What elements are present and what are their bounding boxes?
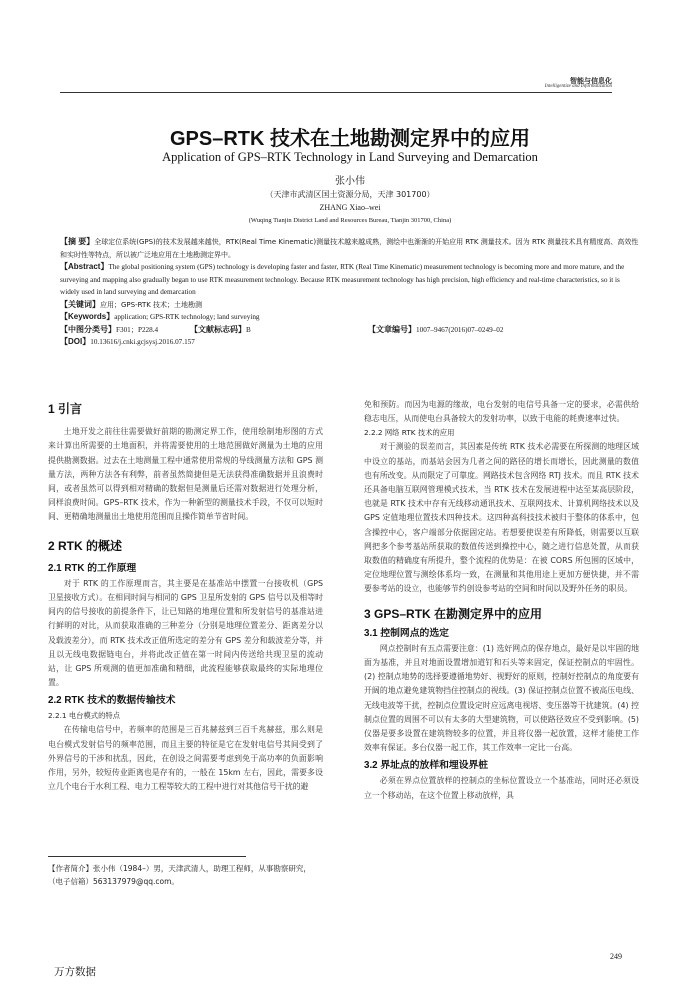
abstract-block	[60, 236, 640, 349]
abstract-cn	[60, 236, 640, 261]
keywords-en-label: 【Keywords】	[60, 312, 115, 321]
abstract-cn-label: 【摘 要】	[60, 237, 95, 246]
article-no-label: 【文章编号】	[368, 324, 416, 334]
subsection-heading: 3.1 控制网点的选定	[364, 627, 449, 639]
doc-code-value: B	[246, 325, 251, 334]
doi-value: 10.13616/j.cnki.gcjsysj.2016.07.157	[90, 338, 195, 346]
journal-section-title: 智能与信息化	[570, 78, 612, 85]
paragraph: 在传输电信号中，若频率的范围是三百兆赫兹到三百千兆赫兹，那么则是电台模式发射信号的频率范围，而且主要的特征是它在发射电信号其间受到了外界信号的干涉和扰乱，因此，在创设之间需要考虑到免于高功率的负面影响作用，另外，较短传业距离也是存有的，一般在 15km 左右，因此，需要多设立几个电台于水利工程、电力工程等较大的工程中进行对其他信号干扰的避	[48, 725, 323, 792]
classification-row	[60, 324, 640, 337]
section-heading: 1 引言	[48, 402, 83, 416]
abstract-en	[60, 261, 640, 299]
left-column	[48, 388, 323, 794]
paragraph: 对于 RTK 的工作原理而言，其主要是在基准站中摆置一台接收机（GPS 卫星接收方式）。在相同时间与相同的 GPS 卫星所发射的 GPS 信号以及相等时间内的信号接收的前提条件下，让已知路的地理位置和所发射信号的基准站进行鲜明的对比，从而获取准确的三种差分（分别是地理位置差分、距离差分以及载波差分），而 RTK 技术改正值所选定的差分有 GPS 差分和载波差分等，并且以无线电数据链电台，并将此改正值在第一时间内传送给共现卫星的流动站，让 GPS 所观测的值更加准确和精细，此流程能够获取最终的实际地理位置。	[48, 578, 323, 688]
header-rule	[60, 92, 612, 93]
subsubsection-heading: 2.2.1 电台模式的特点	[48, 711, 120, 721]
keywords-en-text: application; GPS-RTK technology; land surveying	[114, 313, 260, 321]
paper-title: GPS–RTK 技术在土地勘测定界中的应用	[169, 128, 531, 150]
page-number: 249	[610, 952, 622, 961]
author-name-en: ZHANG Xiao–wei	[319, 203, 381, 212]
keywords-cn-text: 应用；GPS-RTK 技术；土地勘测	[100, 300, 203, 309]
subsection-heading: 3.2 界址点的放样和埋设界桩	[364, 760, 489, 772]
abstract-en-text: The global positioning system (GPS) technology is developing faster and faster, RTK (Real Time Kinematic) measurement technology is becoming more and more mature, and the surveying and mapping also gradually began to use RTK measurement technology. Because RTK measurement technology has high precision, high efficiency and real-time characteristics, so it is widely used in land surveying and demarcation	[60, 263, 625, 296]
keywords-en	[60, 311, 640, 324]
abstract-cn-text: 全球定位系统(GPS)的技术发展越来越快，RTK(Real Time Kinematic)测量技术越来越成熟，测绘中也渐渐的开始应用 RTK 测量技术。因为 RTK 测量技术具有精度高、高效性和实时性等特点，所以被广泛地应用在土地勘测定界中。	[60, 238, 639, 259]
right-column	[364, 398, 639, 803]
author-footnote: 【作者简介】张小伟（1984–）男，天津武清人，助理工程师，从事勘察研究，（电子信箱）563137979@qq.com。	[48, 864, 311, 886]
clc-value: F301；P228.4	[116, 325, 159, 334]
paper-title-en: Application of GPS–RTK Technology in Land Surveying and Demarcation	[162, 150, 538, 164]
doc-code-label: 【文献标志码】	[190, 324, 246, 334]
author-affiliation: （天津市武清区国土资源分局，天津 301700）	[265, 190, 435, 199]
subsection-heading: 2.2 RTK 技术的数据传输技术	[48, 695, 176, 707]
footnote-rule	[48, 856, 246, 857]
article-no-value: 1007–9467(2016)07–0249–02	[416, 325, 504, 334]
doi-label: 【DOI】	[60, 337, 91, 346]
doi-row	[60, 336, 640, 349]
author-name: 张小伟	[335, 176, 365, 187]
journal-section-title-en: Intelligentize and Informatization	[544, 84, 612, 89]
author-affiliation-en: (Wuqing Tianjin District Land and Resources Bureau, Tianjin 301700, China)	[248, 217, 452, 224]
clc-label: 【中图分类号】	[60, 324, 116, 334]
keywords-cn-label: 【关键词】	[60, 299, 100, 309]
paragraph: 免和预防。而因为电源的缘故，电台发射的电信号具备一定的要求，必需供给稳志电压，从而使电台具备较大的发射功率，以致于电能的耗费速率过快。	[364, 400, 639, 424]
section-heading: 2 RTK 的概述	[48, 538, 123, 553]
paragraph: 网点控制时有五点需要注意：(1) 选好网点的保存地点，最好是以牢固的地面为基准，并且对地面设置增加道钉和石头等来固定，保证控制点的牢固性。(2) 控制点地势的选择要遵循地势好、视野好的原则，控制好控制点的角度要有开阔的地点避免建筑物挡住控制点的视线。(3) 保证控制点位置不被高压电线、无线电波等干扰，控制点位置设定时应远离电视塔、变压器等干扰建筑。(4) 控制点位置的周围不可以有太多的大型建筑物，可以使路径效应不受到影响。(5) 仪器是要多设置在建筑物较多的位置，并且将仪器一起放置，这样才能使工作效率有保证。多台仪器一起工作，其工作效率一定比一台高。	[364, 643, 639, 753]
paragraph: 必须在界点位置放样的控制点的坐标位置设立一个基准站，同时还必须设立一个移动站，在这个位置上移动放样，具	[364, 776, 639, 800]
database-watermark: 万方数据	[54, 966, 96, 978]
keywords-cn	[60, 299, 640, 312]
section-heading: 3 GPS–RTK 在勘测定界中的应用	[364, 606, 543, 621]
paragraph: 土地开发之前往往需要做好前期的勘测定界工作，使用绘制地形图的方式来计算出所需要的土地面积，并将需要使用的土地范围做好测量为土地的应用提供勘测数据。过去在土地测量工程中通常使用常规的导线测量方法和 GPS 测量方法，两种方法各有利弊，前者虽然简捷但是无法获得准确数据并且浪费时间，或者虽然可以得到相对精确的数据但是测量后还需对数据进行处理分析，同样浪费时间。GPS–RTK 技术，作为一种新型的测量技术手段，不仅可以短时间、更精确地测量出土地使用范围而且操作简单节省时间。	[48, 427, 323, 522]
subsubsection-heading: 2.2.2 网络 RTK 技术的应用	[364, 428, 455, 438]
subsection-heading: 2.1 RTK 的工作原理	[48, 562, 137, 574]
paragraph: 对于测验的误差而言，其因素是传统 RTK 技术必需要在所探测的地理区域中设立的基站，而基站会因为几者之间的路径的增长而增长，因此测量的数值也有所改变。从而限定了可靠度。网路技术包含网络 RTJ 技术。而且 RTK 技术还具备电脑互联网管理模式技术，当 RTK 技术在发展进程中达至某高层阶段，也就是 RTK 技术中存有无线移动通讯技术、互联网技术、计算机网络技术以及 GPS 定值地理位置技术四种技术。这四种高科技技术被归于整体的体系中，包含操控中心，客户端部分依据固定站。若想要使误差有所降低，则需要以互联网把多个参考基站所获取的数值传送到操控中心，随之进行信息处置，从而获取数值的精确度有所提升，整个流程的优势是：在被 CORS 所包围的区域中，定位地理位置与测绘体系均一致，在测量和其他用途上更加方便快捷，并不需要参考站的设立，也能够节约创设参考站的空间和时间以及野外任务的职员。	[364, 442, 639, 594]
abstract-en-label: 【Abstract】	[60, 262, 109, 271]
